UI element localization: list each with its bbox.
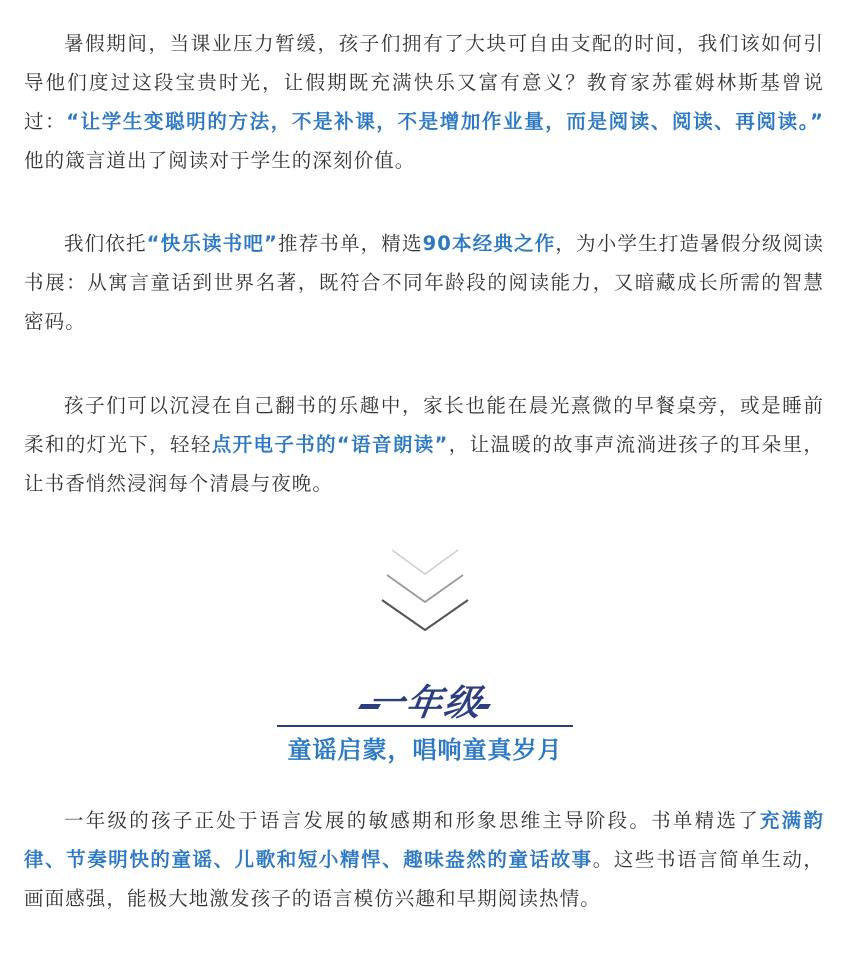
quote-highlight: “让学生变聪明的方法，不是补课，不是增加作业量，而是阅读、阅读、再阅读。” <box>66 110 824 133</box>
chevron-down-icon <box>375 542 475 642</box>
grade-heading <box>277 678 573 730</box>
intro-text-end: 他的箴言道出了阅读对于学生的深刻价值。 <box>24 149 416 172</box>
ninety-books-highlight: 90本经典之作 <box>422 232 556 255</box>
grade-one-paragraph <box>24 801 824 918</box>
grade-subtitle: 童谣启蒙，唱响童真岁月 <box>287 736 563 764</box>
happy-reading-highlight: “快乐读书吧” <box>146 232 278 255</box>
booklist-text-end: ，为小学生打造暑假分级阅读书展：从寓言童话到世界名著，既符合不同年龄段的阅读能力，又暗藏成长所需的智慧密码。 <box>24 232 824 333</box>
nursery-rhymes-highlight: 充满韵律、节奏明快的童谣、儿歌和短小精悍、趣味盎然的童话故事 <box>24 809 824 871</box>
intro-paragraph <box>24 24 824 180</box>
ebook-paragraph <box>24 386 824 503</box>
ebook-text-start: 孩子们可以沉浸在自己翻书的乐趣中，家长也能在晨光熹微的早餐桌旁，或是睡前柔和的灯光下，轻轻 <box>24 394 824 456</box>
voice-reading-highlight: 点开电子书的“语音朗读” <box>211 433 449 456</box>
grade-one-text-end: 。这些书语言简单生动，画面感强，能极大地激发孩子的语言模仿兴趣和早期阅读热情。 <box>24 848 824 910</box>
intro-text: 暑假期间，当课业压力暂缓，孩子们拥有了大块可自由支配的时间，我们该如何引导他们度过这段宝贵时光，让假期既充满快乐又富有意义？教育家苏霍姆林斯基曾说过： <box>24 32 824 133</box>
ebook-text-end: ，让温暖的故事声流淌进孩子的耳朵里，让书香悄然浸润每个清晨与夜晚。 <box>24 433 824 495</box>
grade-one-text-start: 一年级的孩子正处于语言发展的敏感期和形象思维主导阶段。书单精选了 <box>64 809 760 832</box>
booklist-text-start: 我们依托 <box>64 232 147 255</box>
booklist-text-mid: 推荐书单，精选 <box>277 232 423 255</box>
booklist-paragraph <box>24 224 824 341</box>
grade-title: 一年级 <box>365 683 485 724</box>
